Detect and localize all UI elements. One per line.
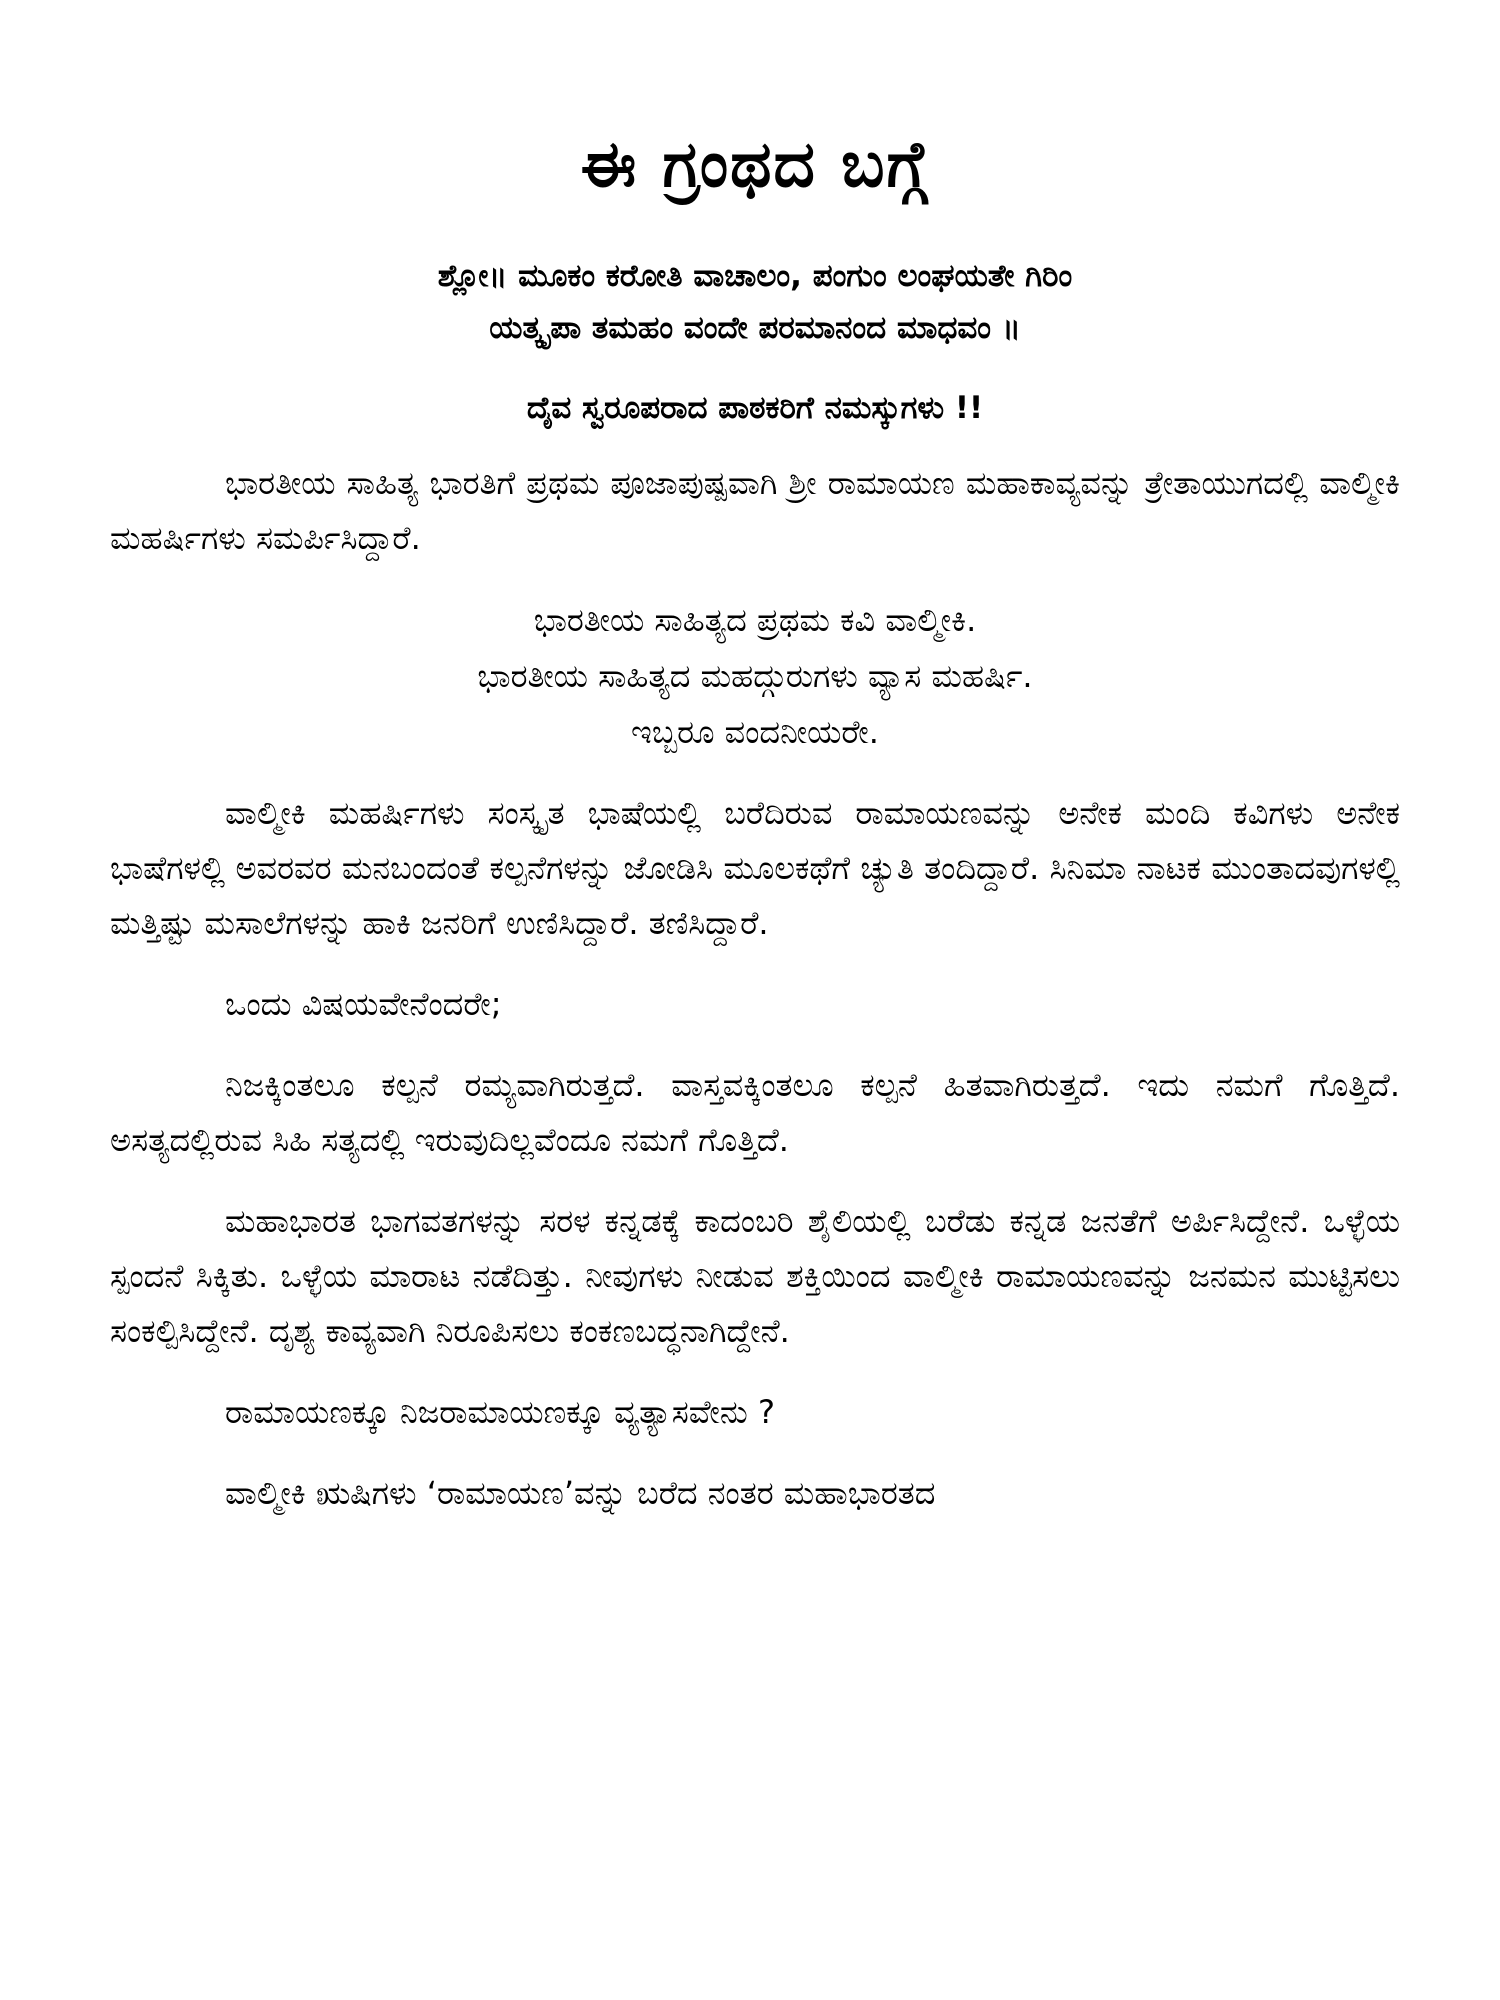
centered-verse: [110, 592, 1400, 760]
greeting-line: ದೈವ ಸ್ವರೂಪರಾದ ಪಾಠಕರಿಗೆ ನಮಸ್ಕುಗಳು !!: [526, 390, 984, 426]
paragraph-5: ಮಹಾಭಾರತ ಭಾಗವತಗಳನ್ನು ಸರಳ ಕನ್ನಡಕ್ಕೆ ಕಾದಂಬರಿ ಶೈಲಿಯಲ್ಲಿ ಬರೆಡು ಕನ್ನಡ ಜನತೆಗೆ ಅರ್ಪಿಸಿದ್ದೇನೆ. ಒಳ್ಳೆಯ ಸ್ಪಂದನೆ ಸಿಕ್ಕಿತು. ಒಳ್ಳೆಯ ಮಾರಾಟ ನಡೆದಿತ್ತು. ನೀವುಗಳು ನೀಡುವ ಶಕ್ತಿಯಿಂದ ವಾಲ್ಮೀಕಿ ರಾಮಾಯಣವನ್ನು ಜನಮನ ಮುಟ್ಟಿಸಲು ಸಂಕಲ್ಪಿಸಿದ್ದೇನೆ. ದೃಶ್ಯ ಕಾವ್ಯವಾಗಿ ನಿರೂಪಿಸಲು ಕಂಕಣಬದ್ಧನಾಗಿದ್ದೇನೆ.: [110, 1202, 1400, 1350]
paragraph-6: ರಾಮಾಯಣಕ್ಕೂ ನಿಜರಾಮಾಯಣಕ್ಕೂ ವ್ಯತ್ಯಾಸವೇನು ?: [225, 1393, 775, 1431]
verse-line-1: ಭಾರತೀಯ ಸಾಹಿತ್ಯದ ಪ್ರಥಮ ಕವಿ ವಾಲ್ಮೀಕಿ.: [533, 601, 977, 639]
paragraph-2: ವಾಲ್ಮೀಕಿ ಮಹರ್ಷಿಗಳು ಸಂಸ್ಕೃತ ಭಾಷೆಯಲ್ಲಿ ಬರೆದಿರುವ ರಾಮಾಯಣವನ್ನು ಅನೇಕ ಮಂದಿ ಕವಿಗಳು ಅನೇಕ ಭಾಷೆಗಳಲ್ಲಿ ಅವರವರ ಮನಬಂದಂತೆ ಕಲ್ಪನೆಗಳನ್ನು ಜೋಡಿಸಿ ಮೂಲಕಥೆಗೆ ಚ್ಯುತಿ ತಂದಿದ್ದಾರೆ. ಸಿನಿಮಾ ನಾಟಕ ಮುಂತಾದವುಗಳಲ್ಲಿ ಮತ್ತಿಷ್ಟು ಮಸಾಲೆಗಳನ್ನು ಹಾಕಿ ಜನರಿಗೆ ಉಣಿಸಿದ್ದಾರೆ. ತಣಿಸಿದ್ದಾರೆ.: [110, 794, 1400, 942]
document-page: [110, 100, 1400, 1547]
paragraph-4: ನಿಜಕ್ಕಿಂತಲೂ ಕಲ್ಪನೆ ರಮ್ಯವಾಗಿರುತ್ತದೆ. ವಾಸ್ತವಕ್ಕಿಂತಲೂ ಕಲ್ಪನೆ ಹಿತವಾಗಿರುತ್ತದೆ. ಇದು ನಮಗೆ ಗೊತ್ತಿದೆ. ಅಸತ್ಯದಲ್ಲಿರುವ ಸಿಹಿ ಸತ್ಯದಲ್ಲಿ ಇರುವುದಿಲ್ಲವೆಂದೂ ನಮಗೆ ಗೊತ್ತಿದೆ.: [110, 1066, 1400, 1159]
paragraph-7: ವಾಲ್ಮೀಕಿ ಋಷಿಗಳು ‘ರಾಮಾಯಣ’ವನ್ನು ಬರೆದ ನಂತರ ಮಹಾಭಾರತದ: [225, 1474, 936, 1512]
paragraph-3: ಒಂದು ವಿಷಯವೇನೆಂದರೇ;: [225, 985, 502, 1023]
shloka-line-1: ಶ್ಲೋ॥ ಮೂಕಂ ಕರೋತಿ ವಾಚಾಲಂ, ಪಂಗುಂ ಲಂಘಯತೇ ಗಿರಿಂ: [437, 258, 1073, 294]
verse-line-2: ಭಾರತೀಯ ಸಾಹಿತ್ಯದ ಮಹದ್ಗುರುಗಳು ವ್ಯಾಸ ಮಹರ್ಷಿ.: [477, 657, 1033, 695]
shloka-verse: [110, 250, 1400, 354]
paragraph-1: ಭಾರತೀಯ ಸಾಹಿತ್ಯ ಭಾರತಿಗೆ ಪ್ರಥಮ ಪೂಜಾಪುಷ್ಪವಾಗಿ ಶ್ರೀ ರಾಮಾಯಣ ಮಹಾಕಾವ್ಯವನ್ನು ತ್ರೇತಾಯುಗದಲ್ಲಿ ವಾಲ್ಮೀಕಿ ಮಹರ್ಷಿಗಳು ಸಮರ್ಪಿಸಿದ್ದಾರೆ.: [110, 464, 1400, 557]
page-title: ಈ ಗ್ರಂಥದ ಬಗ್ಗೆ: [580, 128, 930, 202]
shloka-line-2: ಯತ್ಕೃಪಾ ತಮಹಂ ವಂದೇ ಪರಮಾನಂದ ಮಾಧವಂ ॥: [489, 310, 1021, 346]
verse-line-3: ಇಬ್ಬರೂ ವಂದನೀಯರೇ.: [631, 713, 879, 751]
